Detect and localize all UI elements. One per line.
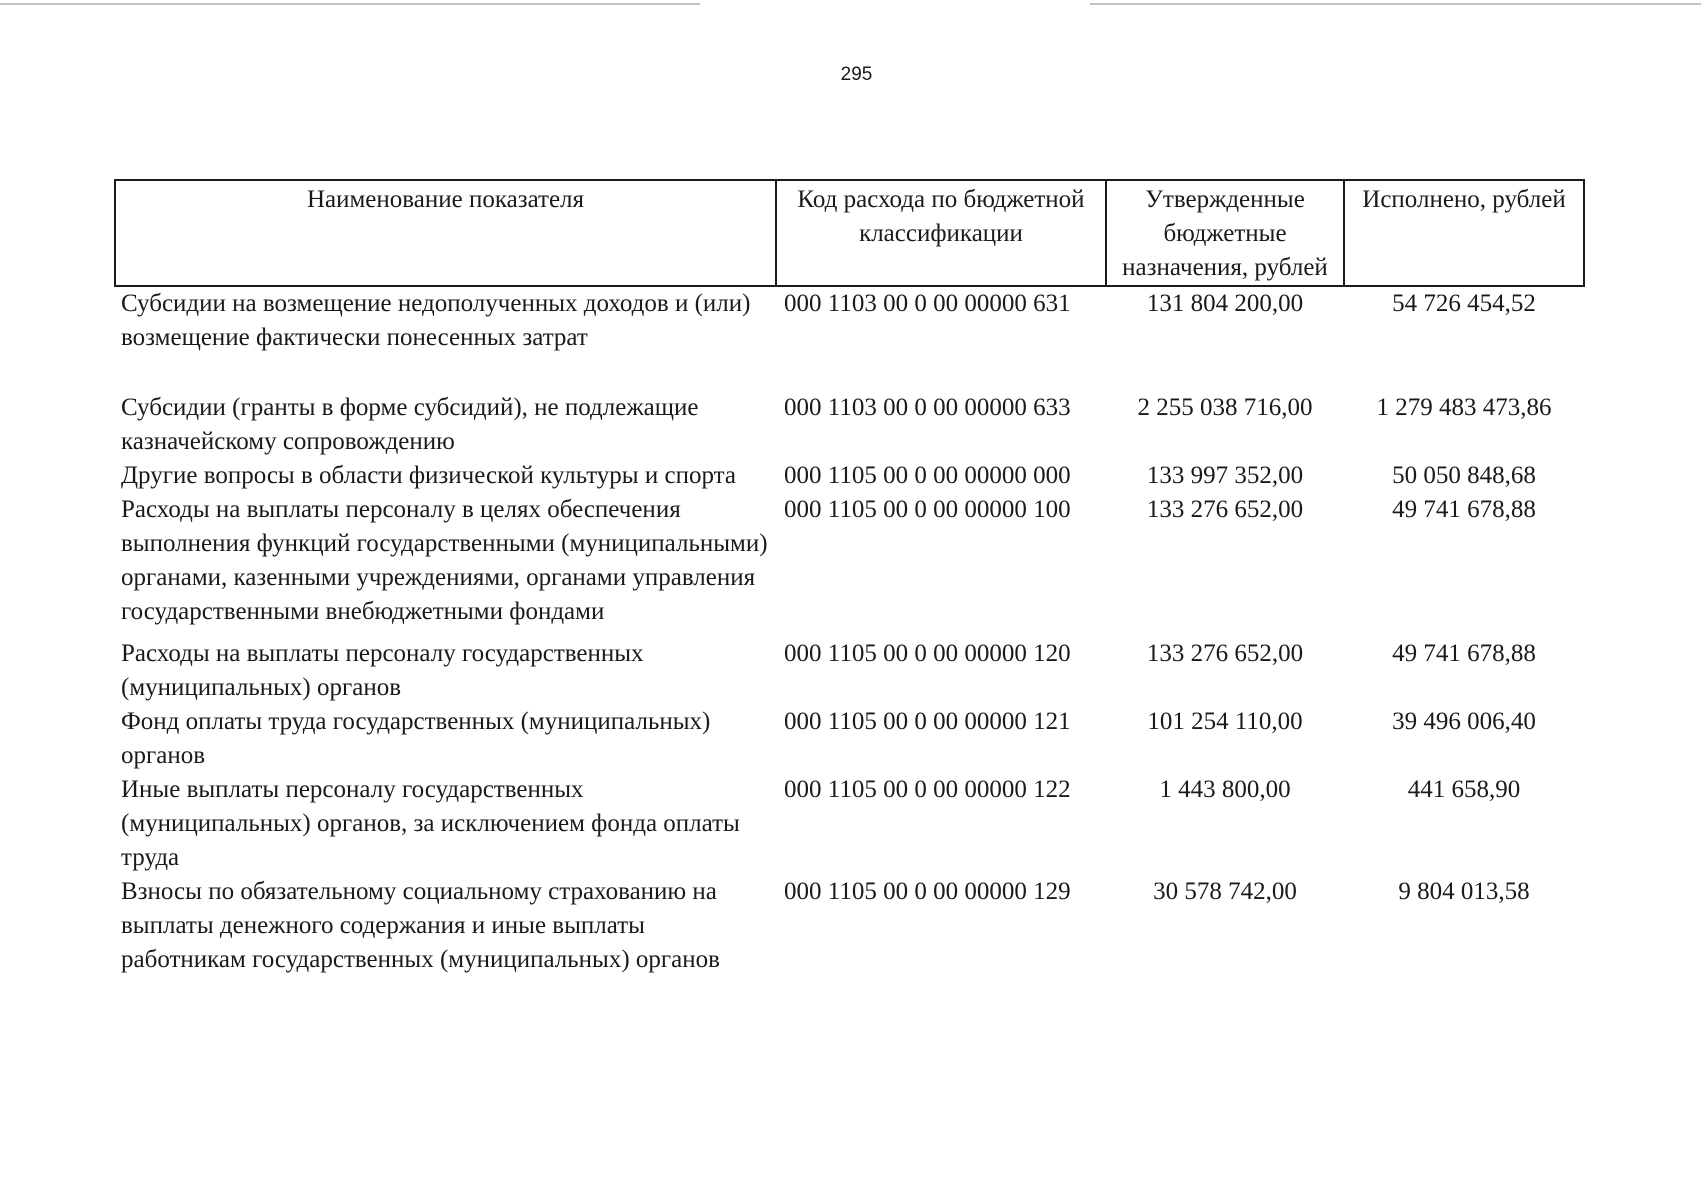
table-row: [115, 493, 1584, 637]
budget-code-cell: 000 1105 00 0 00 00000 100: [784, 496, 1071, 523]
table-row: [115, 459, 1584, 493]
approved-amount-cell: 131 804 200,00: [1146, 290, 1304, 317]
executed-amount-cell: 441 658,90: [1407, 776, 1521, 803]
indicator-name-cell: Взносы по обязательному социальному страхованию на выплаты денежного содержания и иные выплаты работникам государственных (муниципальных) органов: [121, 878, 720, 973]
table-row: [115, 391, 1584, 459]
indicator-name-cell: Субсидии на возмещение недополученных доходов и (или) возмещение фактически понесенных затрат: [121, 290, 751, 351]
budget-code-cell: 000 1105 00 0 00 00000 000: [784, 462, 1071, 489]
indicator-name-cell: Расходы на выплаты персоналу государственных (муниципальных) органов: [121, 640, 644, 701]
header-executed-amount: Исполнено, рублей: [1344, 180, 1584, 286]
budget-code-cell: 000 1103 00 0 00 00000 633: [784, 394, 1071, 421]
executed-amount-cell: 49 741 678,88: [1392, 640, 1536, 667]
executed-amount-cell: 50 050 848,68: [1392, 462, 1536, 489]
budget-code-cell: 000 1105 00 0 00 00000 122: [784, 776, 1071, 803]
approved-amount-cell: 133 997 352,00: [1146, 462, 1304, 489]
budget-code-cell: 000 1105 00 0 00 00000 129: [784, 878, 1071, 905]
header-indicator-name: Наименование показателя: [115, 180, 776, 286]
table-row: [115, 773, 1584, 875]
table-row: [115, 286, 1584, 391]
approved-amount-cell: 101 254 110,00: [1147, 708, 1303, 735]
indicator-name-cell: Иные выплаты персоналу государственных (муниципальных) органов, за исключением фонда оплаты труда: [121, 776, 740, 871]
page-number: 295: [840, 64, 873, 85]
approved-amount-cell: 30 578 742,00: [1153, 878, 1297, 905]
scan-edge-line: [1090, 3, 1701, 5]
scan-edge-line: [0, 3, 700, 5]
header-approved-amount: Утвержденные бюджетные назначения, рублей: [1106, 180, 1344, 286]
table-row: [115, 637, 1584, 705]
indicator-name-cell: Расходы на выплаты персоналу в целях обеспечения выполнения функций государственными (муниципальными) органами, казенными учреждениями, органами управления государственными внебюджетными фондами: [121, 496, 768, 625]
executed-amount-cell: 54 726 454,52: [1392, 290, 1536, 317]
budget-code-cell: 000 1103 00 0 00 00000 631: [784, 290, 1071, 317]
table-row: [115, 875, 1584, 977]
budget-code-cell: 000 1105 00 0 00 00000 121: [784, 708, 1071, 735]
indicator-name-cell: Субсидии (гранты в форме субсидий), не подлежащие казначейскому сопровождению: [121, 394, 699, 455]
approved-amount-cell: 1 443 800,00: [1159, 776, 1291, 803]
table-row: [115, 705, 1584, 773]
approved-amount-cell: 2 255 038 716,00: [1137, 394, 1313, 421]
executed-amount-cell: 39 496 006,40: [1392, 708, 1536, 735]
indicator-name-cell: Фонд оплаты труда государственных (муниципальных) органов: [121, 708, 711, 769]
table-header-row: [115, 180, 1584, 286]
executed-amount-cell: 49 741 678,88: [1392, 496, 1536, 523]
executed-amount-cell: 1 279 483 473,86: [1376, 394, 1552, 421]
executed-amount-cell: 9 804 013,58: [1398, 878, 1530, 905]
approved-amount-cell: 133 276 652,00: [1146, 496, 1304, 523]
budget-execution-table: [114, 179, 1585, 977]
indicator-name-cell: Другие вопросы в области физической культуры и спорта: [121, 462, 736, 489]
budget-code-cell: 000 1105 00 0 00 00000 120: [784, 640, 1071, 667]
header-budget-code: Код расхода по бюджетной классификации: [776, 180, 1106, 286]
approved-amount-cell: 133 276 652,00: [1146, 640, 1304, 667]
